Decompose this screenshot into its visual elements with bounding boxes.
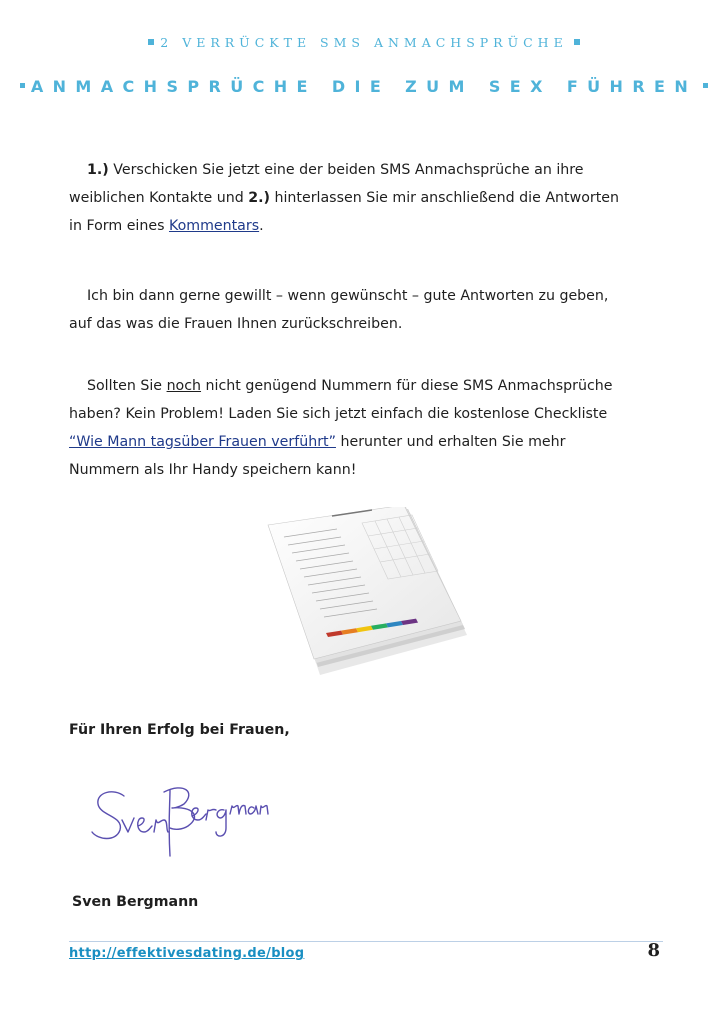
supertitle-text: 2 VERRÜCKTE SMS ANMACHSPRÜCHE [160,35,568,50]
dot-bullet-icon [703,83,708,88]
checklist-document-image[interactable] [262,507,467,682]
paragraph-line: haben? Kein Problem! Laden Sie sich jetzt einfach die kostenlose Checkliste [69,406,608,422]
title-text: ANMACHSPRÜCHE DIE ZUM SEX FÜHREN [30,77,698,96]
text-span: . [259,218,264,234]
paragraph-line: auf das was die Frauen Ihnen zurückschreiben. [69,316,403,332]
text-span: weiblichen Kontakte und [69,190,249,206]
checklist-download-link[interactable]: “Wie Mann tagsüber Frauen verführt” [69,434,336,450]
text-span: herunter und erhalten Sie mehr [335,434,566,450]
closing-line: Für Ihren Erfolg bei Frauen, [69,722,290,738]
author-name: Sven Bergmann [72,894,199,910]
paragraph-line [69,372,659,400]
text-span: nicht genügend Nummern für diese SMS Anmachsprüche [201,378,613,394]
footer-blog-link[interactable]: http://effektivesdating.de/blog [69,946,305,961]
step-number: 1.) [87,162,109,178]
paragraph-line [69,212,659,240]
square-bullet-icon [148,39,154,45]
paragraph-line [69,282,659,310]
square-bullet-icon [574,39,580,45]
paragraph-line [69,428,659,456]
paragraph-line [69,184,659,212]
paragraph-checklist-offer [69,372,659,484]
handwritten-signature-icon [84,764,269,874]
page-number: 8 [647,940,660,961]
text-span: Ich bin dann gerne gewillt – wenn gewünscht – gute Antworten zu geben, [87,288,609,304]
step-number: 2.) [248,190,270,206]
dot-bullet-icon [20,83,25,88]
text-span: in Form eines [69,218,169,234]
comments-link[interactable]: Kommentars [168,218,260,234]
document-title [0,77,728,96]
paragraph-instructions [69,156,659,240]
footer-divider [69,941,663,942]
text-span: Sollten Sie [87,378,167,394]
paragraph-line [69,156,659,184]
signature-image [84,764,269,874]
text-span: hinterlassen Sie mir anschließend die Antworten [269,190,619,206]
paragraph-answers [69,282,659,338]
text-span: Verschicken Sie jetzt eine der beiden SMS Anmachsprüche an ihre [108,162,584,178]
checklist-paper-icon [262,507,467,682]
noch-link[interactable]: noch [166,378,202,394]
paragraph-line: Nummern als Ihr Handy speichern kann! [69,462,357,478]
document-supertitle [0,35,728,50]
